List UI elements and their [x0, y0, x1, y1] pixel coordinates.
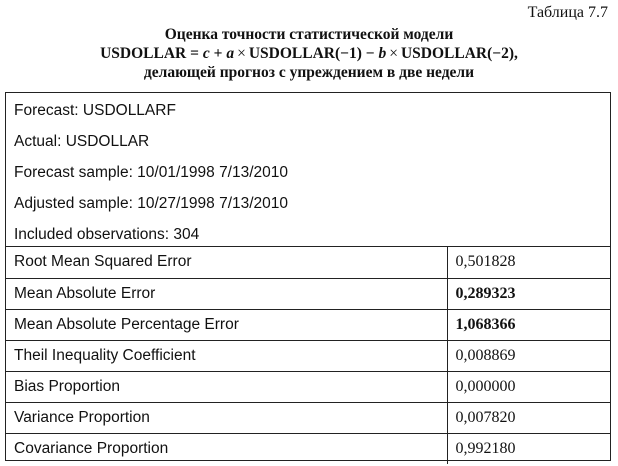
stat-name: Bias Proportion: [6, 371, 447, 402]
table-row: [6, 433, 610, 464]
table-row: [6, 247, 610, 278]
table-number: Таблица 7.7: [527, 4, 608, 21]
formula-c: c: [202, 45, 210, 62]
table-row: [6, 371, 610, 402]
stat-value: 1,068366: [447, 309, 610, 340]
formula-b: b: [378, 45, 387, 62]
formula-times-2: ×: [389, 45, 398, 62]
stats-table: [6, 247, 610, 464]
stat-value: 0,000000: [447, 371, 610, 402]
info-forecast-sample: Forecast sample: 10/01/1998 7/13/2010: [14, 164, 289, 181]
table-row: [6, 278, 610, 309]
stat-value: 0,501828: [447, 247, 610, 278]
stat-name: Theil Inequality Coefficient: [6, 340, 447, 371]
stat-name: Root Mean Squared Error: [6, 247, 447, 278]
stat-name: Variance Proportion: [6, 402, 447, 433]
table-caption: [0, 25, 618, 82]
info-block: [6, 93, 610, 247]
table-row: [6, 309, 610, 340]
table-row: [6, 340, 610, 371]
stat-value: 0,008869: [447, 340, 610, 371]
caption-subtitle: делающей прогноз с упреждением в две недели: [143, 64, 475, 81]
stat-value: 0,289323: [447, 278, 610, 309]
info-forecast: Forecast: USDOLLARF: [14, 102, 176, 119]
caption-formula: [0, 44, 618, 63]
formula-a: a: [226, 45, 235, 62]
formula-eq: =: [186, 45, 203, 62]
formula-plus: +: [209, 45, 227, 62]
stat-name: Mean Absolute Percentage Error: [6, 309, 447, 340]
info-actual: Actual: USDOLLAR: [14, 133, 150, 150]
formula-times-1: ×: [237, 45, 246, 62]
forecast-evaluation-table: [5, 92, 611, 461]
caption-title: Оценка точности статистической модели: [164, 26, 454, 43]
formula-term2: USDOLLAR(−2),: [400, 45, 518, 62]
stat-value: 0,007820: [447, 402, 610, 433]
formula-lhs: USDOLLAR: [100, 45, 187, 62]
formula-term1: USDOLLAR(−1): [248, 45, 362, 62]
formula-minus: −: [361, 45, 379, 62]
table-row: [6, 402, 610, 433]
info-adjusted-sample: Adjusted sample: 10/27/1998 7/13/2010: [14, 195, 289, 212]
info-included-observations: Included observations: 304: [14, 226, 200, 243]
stat-value: 0,992180: [455, 439, 516, 457]
stat-name: Mean Absolute Error: [6, 278, 447, 309]
stat-name: Covariance Proportion: [6, 433, 447, 464]
